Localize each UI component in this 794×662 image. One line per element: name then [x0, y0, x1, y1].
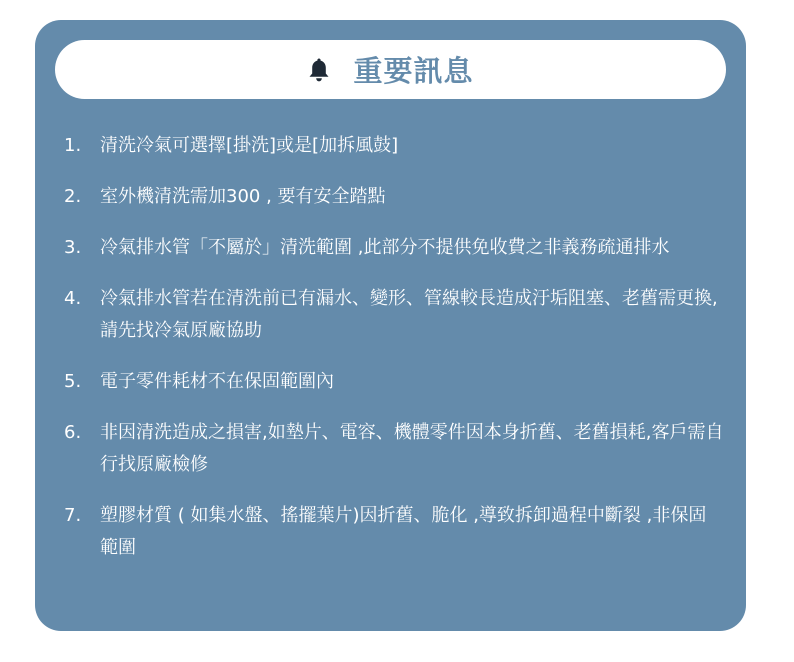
- bell-icon: [307, 57, 331, 83]
- list-item-text: 清洗冷氣可選擇[掛洗]或是[加拆風鼓]: [100, 135, 399, 156]
- list-item-number: 6.: [64, 422, 82, 443]
- list-item-number: 7.: [64, 505, 82, 526]
- page-title: 重要訊息: [353, 54, 474, 88]
- list-item-text: 塑膠材質 ( 如集水盤、搖擺葉片)因折舊、脆化 ,導致拆卸過程中斷裂 ,非保固範圍: [100, 505, 707, 558]
- list-item: [64, 283, 724, 347]
- list-item: [64, 366, 724, 398]
- list-item-number: 5.: [64, 371, 82, 392]
- list-item-number: 2.: [64, 186, 82, 207]
- list-item: [64, 181, 724, 213]
- notice-list: [64, 130, 724, 583]
- notice-header: [55, 40, 726, 99]
- list-item-number: 3.: [64, 237, 82, 258]
- list-item-number: 4.: [64, 288, 82, 309]
- list-item: [64, 417, 724, 481]
- list-item-text: 室外機清洗需加300 , 要有安全踏點: [100, 186, 386, 207]
- list-item-text: 非因清洗造成之損害,如墊片、電容、機體零件因本身折舊、老舊損耗,客戶需自行找原廠檢修: [100, 422, 724, 475]
- list-item: [64, 500, 724, 564]
- list-item: [64, 130, 724, 162]
- list-item-number: 1.: [64, 135, 82, 156]
- list-item-text: 冷氣排水管若在清洗前已有漏水、變形、管線較長造成汙垢阻塞、老舊需更換,請先找冷氣原廠協助: [100, 288, 718, 341]
- list-item-text: 冷氣排水管「不屬於」清洗範圍 ,此部分不提供免收費之非義務疏通排水: [100, 237, 670, 258]
- important-notice-card: [35, 20, 746, 631]
- list-item-text: 電子零件耗材不在保固範圍內: [100, 371, 334, 392]
- list-item: [64, 232, 724, 264]
